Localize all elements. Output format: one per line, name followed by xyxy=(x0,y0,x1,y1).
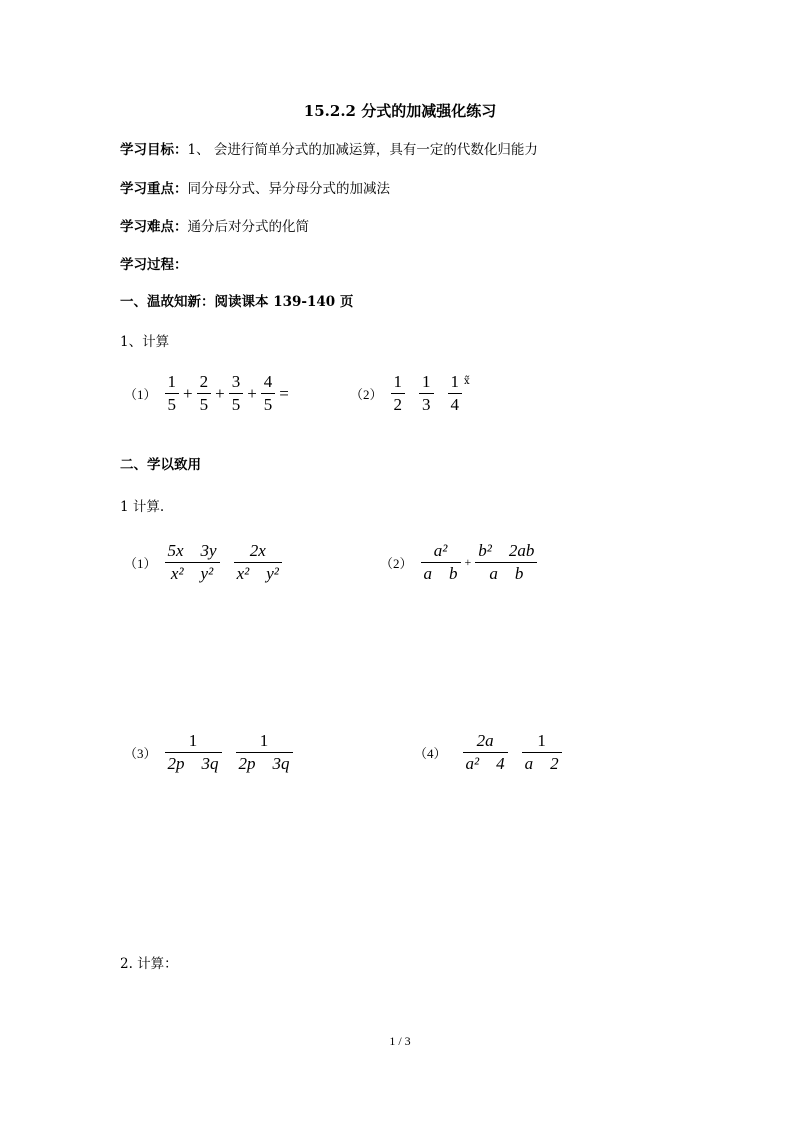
section-2-item: 1 计算. xyxy=(120,499,165,515)
learning-goal-label: 学习目标： xyxy=(120,142,188,158)
section-2-heading: 二、学以致用 xyxy=(120,457,201,473)
page-number: 1 / 3 xyxy=(389,1034,411,1048)
learning-focus-label: 学习重点： xyxy=(120,181,188,197)
stray-mark: ⅹ᷉ xyxy=(464,376,470,387)
fraction: $\frac{3}{5}$ xyxy=(229,372,244,415)
section-3-item: 2. 计算： xyxy=(120,956,178,972)
problem-4-label: （2） xyxy=(380,556,413,571)
learning-focus-text: 同分母分式、异分母分式的加减法 xyxy=(187,181,390,197)
fraction: $\frac{1}{2p 3q}$ xyxy=(165,731,222,774)
learning-difficulty xyxy=(120,215,309,235)
learning-difficulty-text: 通分后对分式的化简 xyxy=(187,219,309,235)
problem-5 xyxy=(124,731,295,774)
plus-sign: + xyxy=(215,383,225,403)
learning-focus xyxy=(120,177,390,197)
problem-3-label: （1） xyxy=(124,556,157,571)
fraction: $\frac{1}{5}$ xyxy=(165,372,180,415)
learning-goal xyxy=(120,138,538,158)
section-1-item: 1、计算 xyxy=(120,334,170,350)
fraction: $\frac{1}{2p 3q}$ xyxy=(236,731,293,774)
fraction: $\frac{2}{5}$ xyxy=(197,372,212,415)
problem-2-label: （2） xyxy=(350,387,383,402)
learning-process-label: 学习过程： xyxy=(120,257,188,273)
problem-2 xyxy=(350,372,470,415)
fraction: $\frac{4}{5}$ xyxy=(261,372,276,415)
problem-1 xyxy=(124,372,291,415)
problem-4 xyxy=(380,541,539,584)
plus-sign: + xyxy=(464,555,472,569)
equals-sign: = xyxy=(279,383,289,403)
section-1-heading: 一、温故知新：阅读课本 139-140 页 xyxy=(120,294,354,310)
fraction: $\frac{5x 3y}{\text{x² y²}}$ xyxy=(165,541,220,584)
fraction: $\frac{2a}{\text{a² 4}}$ xyxy=(463,731,508,774)
fraction: $\frac{1}{2}$ xyxy=(391,372,406,415)
fraction: $\frac{\text{b² 2ab}}{\text{a b}}$ xyxy=(475,541,537,584)
fraction: $\frac{2x}{\text{x² y²}}$ xyxy=(234,541,282,584)
fraction: $\frac{1}{a 2}$ xyxy=(522,731,562,774)
fraction: $\frac{1}{3}$ xyxy=(419,372,434,415)
problem-5-label: （3） xyxy=(124,746,157,761)
learning-difficulty-label: 学习难点： xyxy=(120,219,188,235)
learning-goal-text: 1、 会进行简单分式的加减运算，具有一定的代数化归能力 xyxy=(187,142,538,158)
problem-1-label: （1） xyxy=(124,387,157,402)
problem-6 xyxy=(414,731,564,774)
plus-sign: + xyxy=(247,383,257,403)
fraction: $\frac{1}{4}$ xyxy=(448,372,463,415)
problem-3 xyxy=(124,541,284,584)
fraction: $\frac{\text{a²}}{\text{a b}}$ xyxy=(421,541,461,584)
plus-sign: + xyxy=(183,383,193,403)
page-title: 15.2.2 分式的加减强化练习 xyxy=(303,102,497,120)
problem-6-label: （4） xyxy=(414,746,447,761)
